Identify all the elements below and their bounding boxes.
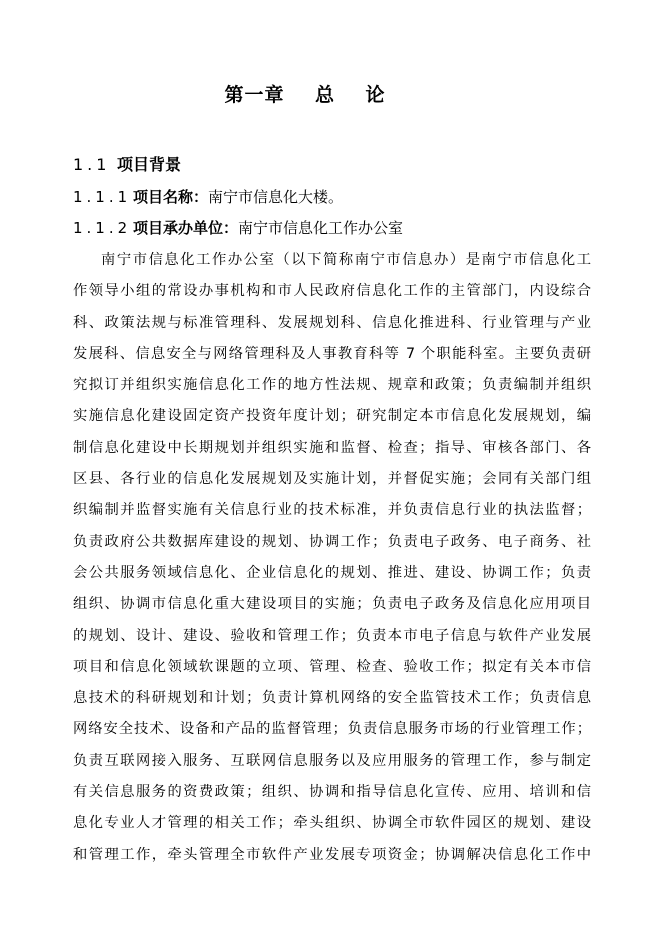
paragraph-line: 息技术的科研规划和计划；负责计算机网络的安全监管技术工作；负责信息 [73, 690, 591, 707]
subsection-number: 1.1.2 [73, 219, 132, 237]
paragraph-line: 的规划、设计、建设、验收和管理工作；负责本市电子信息与软件产业发展 [73, 627, 591, 644]
subsection-project-name [73, 186, 343, 207]
paragraph-line: 南宁市信息化工作办公室（以下简称南宁市信息办）是南宁市信息化工 [101, 252, 591, 268]
paragraph-line: 制信息化建设中长期规划并组织实施和监督、检查；指导、审核各部门、各 [73, 439, 591, 456]
subsection-value: 南宁市信息化工作办公室 [238, 219, 404, 237]
chapter-title: 第一章 总 论 [224, 84, 386, 106]
paragraph-line: 区县、各行业的信息化发展规划及实施计划，并督促实施；会同有关部门组 [73, 471, 591, 488]
paragraph-line: 组织、协调市信息化重大建设项目的实施；负责电子政务及信息化应用项目 [73, 596, 591, 613]
paragraph-line: 科、政策法规与标准管理科、发展规划科、信息化推进科、行业管理与产业 [73, 314, 591, 331]
paragraph-line: 发展科、信息安全与网络管理科及人事教育科等 7 个职能科室。主要负责研 [73, 345, 591, 362]
subsection-number: 1.1.1 [73, 188, 132, 206]
subsection-organizer [73, 217, 403, 238]
subsection-value: 南宁市信息化大楼。 [208, 188, 344, 206]
paragraph-line: 实施信息化建设固定资产投资年度计划；研究制定本市信息化发展规划，编 [73, 408, 591, 425]
subsection-label: 项目名称： [133, 188, 209, 206]
paragraph-line: 负责政府公共数据库建设的规划、协调工作；负责电子政务、电子商务、社 [73, 533, 591, 550]
body-paragraph [73, 245, 591, 871]
section-number: 1.1 [73, 155, 111, 174]
paragraph-line: 会公共服务领域信息化、企业信息化的规划、推进、建设、协调工作；负责 [73, 564, 591, 581]
paragraph-line: 作领导小组的常设办事机构和市人民政府信息化工作的主管部门，内设综合 [73, 283, 591, 300]
section-heading [73, 152, 181, 175]
paragraph-line: 负责互联网接入服务、互联网信息服务以及应用服务的管理工作，参与制定 [73, 752, 591, 769]
paragraph-line: 和管理工作，牵头管理全市软件产业发展专项资金；协调解决信息化工作中 [73, 846, 591, 863]
paragraph-line: 息化专业人才管理的相关工作；牵头组织、协调全市软件园区的规划、建设 [73, 815, 591, 832]
paragraph-line: 网络安全技术、设备和产品的监督管理；负责信息服务市场的行业管理工作； [73, 721, 591, 738]
paragraph-line: 有关信息服务的资费政策；组织、协调和指导信息化宣传、应用、培训和信 [73, 784, 591, 801]
paragraph-line: 项目和信息化领域软课题的立项、管理、检查、验收工作；拟定有关本市信 [73, 658, 591, 675]
section-title: 项目背景 [117, 155, 182, 174]
paragraph-line: 究拟订并组织实施信息化工作的地方性法规、规章和政策；负责编制并组织 [73, 377, 591, 394]
subsection-label: 项目承办单位： [133, 219, 239, 237]
paragraph-line: 织编制并监督实施有关信息行业的技术标准，并负责信息行业的执法监督； [73, 502, 591, 519]
